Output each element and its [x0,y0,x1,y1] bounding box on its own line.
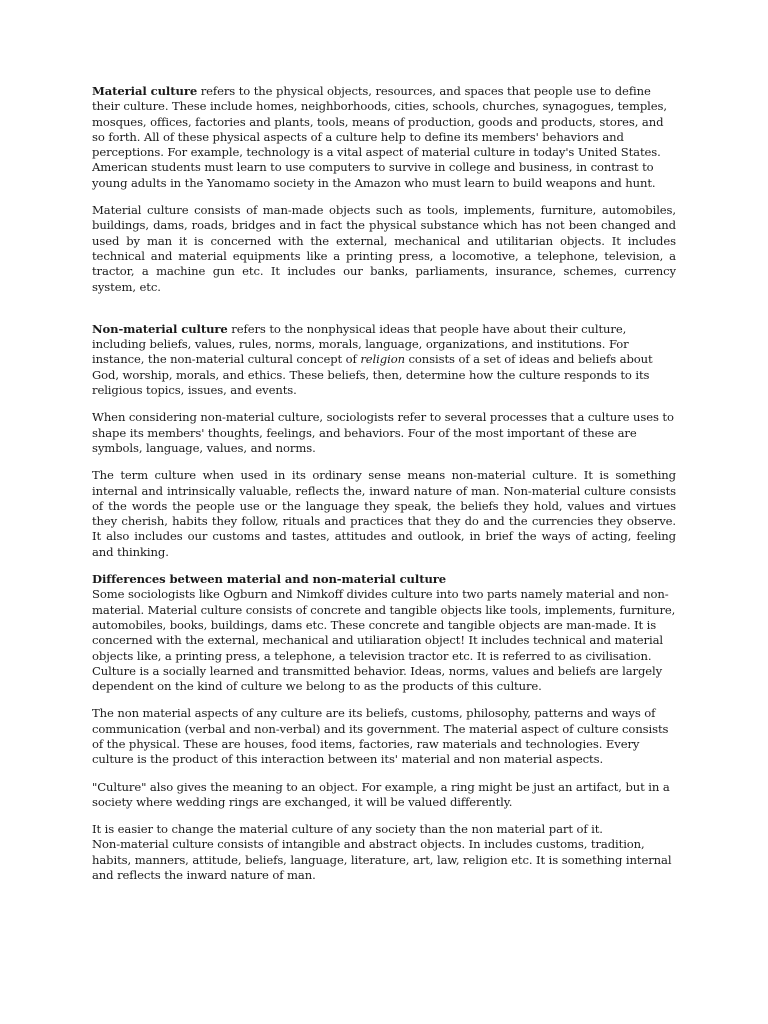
paragraph-text: refers to the nonphysical ideas that people have about their culture, including beliefs, values, rules, norms, morals, language, organizations, and institutions. For instance, the non-material cultural concept of [92,321,629,367]
paragraph-material-culture-definition [92,84,676,191]
paragraph-non-material-aspects [92,706,676,767]
term-material-culture: Material culture [92,84,198,98]
paragraph-text: Non-material culture consists of intangible and abstract objects. In includes customs, tradition, habits, manners, attitude, beliefs, language, literature, art, law, religion etc. It is something internal and reflects the inward nature of man. [92,837,672,883]
paragraph-line: It is easier to change the material culture of any society than the non material part of it. [92,822,603,837]
section-heading: Differences between material and non-material culture [92,572,447,587]
paragraph-text: "Culture" also gives the meaning to an object. For example, a ring might be just an artifact, but in a society where wedding rings are exchanged, it will be valued differently. [92,779,670,809]
paragraph-text: Some sociologists like Ogburn and Nimkoff divides culture into two parts namely material and non-material. Material culture consists of concrete and tangible objects like tools, implements, furniture, automobiles, books, buildings, dams etc. These concrete and tangible objects are man-made. It is concerned with the external, mechanical and utiliaration object! It includes technical and material objects like, a printing press, a telephone, a television tractor etc. It is referred to as civilisation. Culture is a socially learned and transmitted behavior. Ideas, norms, values and beliefs are largely dependent on the kind of culture we belong to as the products of this culture. [92,587,676,694]
paragraph-ogburn-nimkoff [92,587,676,694]
term-non-material-culture: Non-material culture [92,321,228,336]
paragraph-non-material-culture-definition [92,322,676,398]
paragraph-text: Material culture consists of man-made objects such as tools, implements, furniture, automobiles, buildings, dams, roads, bridges and in fact the physical substance which has not been changed and used by man it is concerned with the external, mechanical and utilitarian objects. It includes technical and material equipments like a printing press, a locomotive, a telephone, television, a tractor, a machine gun etc. It includes our banks, parliaments, insurance, schemes, currency system, etc. [92,203,676,294]
paragraph-text: The non material aspects of any culture are its beliefs, customs, philosophy, patterns and ways of communication (verbal and non-verbal) and its government. The material aspect of culture consists of the physical. These are houses, food items, factories, raw materials and technologies. Every culture is the product of this interaction between its' material and non material aspects. [92,706,669,767]
paragraph-text: The term culture when used in its ordinary sense means non-material culture. It is something internal and intrinsically valuable, reflects the, inward nature of man. Non-material culture consists of the words the people use or the language they speak, the beliefs they hold, values and virtues they cherish, habits they follow, rituals and practices that they do and the currencies they observe. It also includes our customs and tastes, attitudes and outlook, in brief the ways of acting, feeling and thinking. [92,468,676,559]
paragraph-easier-to-change [92,822,676,883]
paragraph-text: refers to the physical objects, resources, and spaces that people use to define their culture. These include homes, neighborhoods, cities, schools, churches, synagogues, temples, mosques, offices, factories and plants, tools, means of production, goods and products, stores, and so forth. All of these physical aspects of a culture help to define its members' behaviors and perceptions. For example, technology is a vital aspect of material culture in today's United States. American students must learn to use computers to survive in college and business, in contrast to young adults in the Yanomamo society in the Amazon who must learn to build weapons and hunt. [92,84,667,190]
term-religion: religion [360,352,405,367]
paragraph-text: consists of a set of ideas and beliefs about God, worship, morals, and ethics. These beliefs, then, determine how the culture responds to its religious topics, issues, and events. [92,352,653,398]
document-page [92,84,676,895]
paragraph-text: When considering non-material culture, sociologists refer to several processes that a culture uses to shape its members' thoughts, feelings, and behaviors. Four of the most important of these are symbols, language, values, and norms. [92,410,674,455]
paragraph-material-culture-objects [92,203,676,295]
paragraph-non-material-processes [92,410,676,456]
paragraph-culture-meaning [92,780,676,811]
paragraph-ordinary-sense [92,468,676,560]
